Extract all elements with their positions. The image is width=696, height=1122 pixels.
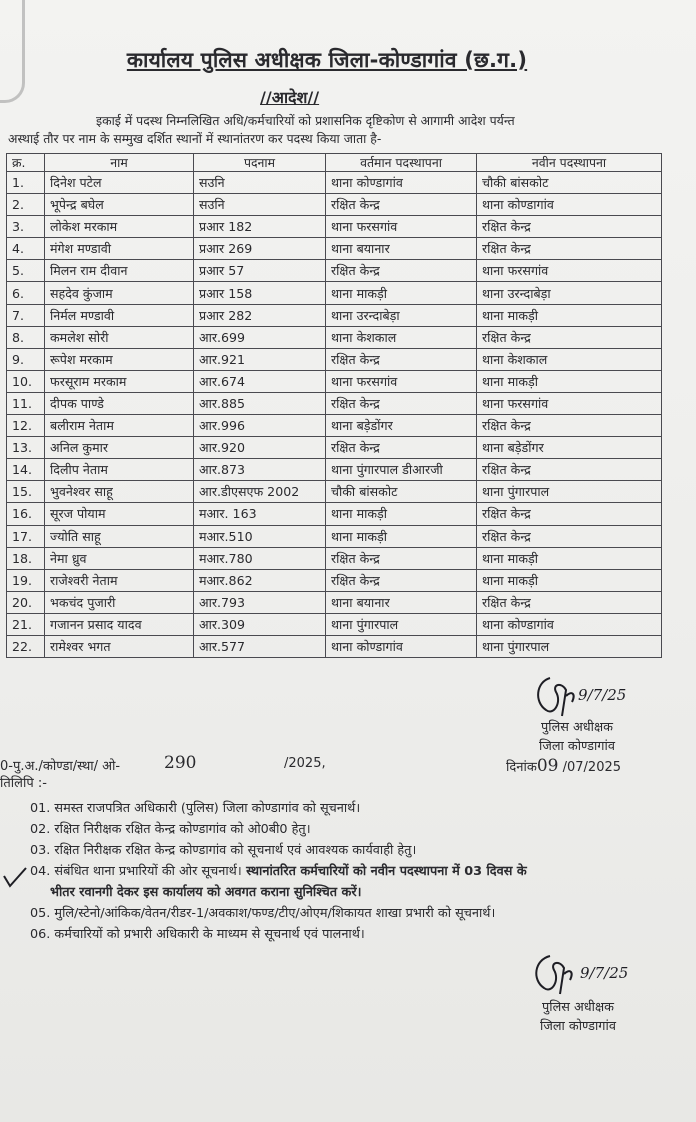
cell-new-posting: थाना कोण्डागांव — [477, 194, 662, 216]
cell-name: राजेश्वरी नेताम — [45, 569, 194, 591]
cell-new-posting: थाना माकड़ी — [477, 569, 662, 591]
cell-new-posting: थाना फरसगांव — [477, 260, 662, 282]
cell-current-posting: रक्षित केन्द्र — [326, 437, 477, 459]
cell-name: दिलीप नेताम — [45, 459, 194, 481]
cell-current-posting: रक्षित केन्द्र — [326, 260, 477, 282]
cell-serial: 4. — [7, 238, 45, 260]
date-label: दिनांक — [506, 760, 537, 775]
signature-block-1 — [512, 718, 642, 756]
table-row — [7, 348, 662, 370]
cell-current-posting: चौकी बांसकोट — [326, 481, 477, 503]
cell-name: रूपेश मरकाम — [45, 348, 194, 370]
cell-designation: आर.996 — [194, 415, 326, 437]
cell-name: दिनेश पटेल — [45, 172, 194, 194]
cell-designation: आर.873 — [194, 459, 326, 481]
distribution-item-4 — [30, 861, 630, 882]
cell-serial: 1. — [7, 172, 45, 194]
cell-designation: आर.920 — [194, 437, 326, 459]
cell-designation: आर.577 — [194, 635, 326, 657]
cell-serial: 19. — [7, 569, 45, 591]
signatory-designation-2: पुलिस अधीक्षक — [542, 1000, 614, 1015]
copy-to-label: तिलिपि :- — [0, 776, 47, 791]
table-row — [7, 591, 662, 613]
order-title: //आदेश// — [260, 88, 320, 107]
cell-serial: 5. — [7, 260, 45, 282]
cell-serial: 17. — [7, 525, 45, 547]
cell-new-posting: थाना माकड़ी — [477, 370, 662, 392]
col-header-name: नाम — [45, 154, 194, 172]
cell-new-posting: थाना बड़ेडोंगर — [477, 437, 662, 459]
table-row — [7, 370, 662, 392]
table-row — [7, 547, 662, 569]
cell-current-posting: थाना पुंगारपाल — [326, 613, 477, 635]
cell-new-posting: रक्षित केन्द्र — [477, 503, 662, 525]
reference-number: 290 — [164, 753, 197, 773]
cell-name: निर्मल मण्डावी — [45, 304, 194, 326]
cell-current-posting: रक्षित केन्द्र — [326, 392, 477, 414]
distribution-item: 01. समस्त राजपत्रित अधिकारी (पुलिस) जिला कोण्डागांव को सूचनार्थ। — [30, 801, 361, 816]
date-rest: /07/2025 — [558, 760, 622, 775]
cell-designation: सउनि — [194, 172, 326, 194]
table-row — [7, 459, 662, 481]
cell-designation: मआर. 163 — [194, 503, 326, 525]
signature-1-date: 9/7/25 — [578, 686, 627, 704]
cell-serial: 18. — [7, 547, 45, 569]
cell-new-posting: थाना कोण्डागांव — [477, 613, 662, 635]
cell-current-posting: थाना केशकाल — [326, 326, 477, 348]
cell-designation: आर.921 — [194, 348, 326, 370]
cell-current-posting: थाना उरन्दाबेड़ा — [326, 304, 477, 326]
cell-name: ज्योति साहू — [45, 525, 194, 547]
table-row — [7, 326, 662, 348]
cell-designation: आर.885 — [194, 392, 326, 414]
distribution-item: 02. रक्षित निरीक्षक रक्षित केन्द्र कोण्डागांव को ओ0बी0 हेतु। — [30, 822, 311, 837]
cell-serial: 9. — [7, 348, 45, 370]
distribution-item: 06. कर्मचारियों को प्रभारी अधिकारी के माध्यम से सूचनार्थ एवं पालनार्थ। — [30, 927, 365, 942]
intro-line-2: अस्थाई तौर पर नाम के सम्मुख दर्शित स्थानों में स्थानांतरण कर पदस्थ किया जाता है- — [8, 131, 382, 146]
cell-new-posting: चौकी बांसकोट — [477, 172, 662, 194]
col-header-designation: पदनाम — [194, 154, 326, 172]
cell-current-posting: थाना कोण्डागांव — [326, 172, 477, 194]
cell-serial: 14. — [7, 459, 45, 481]
cell-designation: आर.793 — [194, 591, 326, 613]
item4-bold-1: स्थानांतरित कर्मचारियों को नवीन पदस्थापना में 03 दिवस के — [241, 864, 527, 879]
cell-new-posting: थाना फरसगांव — [477, 392, 662, 414]
cell-serial: 22. — [7, 635, 45, 657]
cell-current-posting: रक्षित केन्द्र — [326, 348, 477, 370]
date-day: 09 — [536, 756, 559, 776]
cell-name: रामेश्वर भगत — [45, 635, 194, 657]
intro-line-1: इकाई में पदस्थ निम्नलिखित अधि/कर्मचारियों को प्रशासनिक दृष्टिकोण से आगामी आदेश पर्यन्त — [96, 113, 515, 128]
reference-date — [506, 756, 621, 776]
page-curl-shadow — [0, 0, 25, 103]
cell-name: कमलेश सोरी — [45, 326, 194, 348]
item4-bold-2: भीतर रवानगी देकर इस कार्यालय को अवगत कराना सुनिश्चित करें। — [50, 885, 362, 900]
cell-designation: आर.डीएसएफ 2002 — [194, 481, 326, 503]
cell-designation: प्रआर 182 — [194, 216, 326, 238]
cell-current-posting: रक्षित केन्द्र — [326, 569, 477, 591]
cell-designation: प्रआर 158 — [194, 282, 326, 304]
signature-block-2 — [508, 998, 648, 1036]
distribution-item: 05. मुलि/स्टेनो/आंकिक/वेतन/रीडर-1/अवकाश/फण्ड/टीए/ओएम/शिकायत शाखा प्रभारी को सूचनार्थ। — [30, 906, 496, 921]
signatory-district-2: जिला कोण्डागांव — [540, 1019, 616, 1034]
reference-label: 0-पु.अ./कोण्डा/स्था/ ओ- — [0, 759, 121, 774]
cell-current-posting: थाना फरसगांव — [326, 216, 477, 238]
table-row — [7, 613, 662, 635]
cell-serial: 2. — [7, 194, 45, 216]
cell-new-posting: रक्षित केन्द्र — [477, 216, 662, 238]
cell-name: भुवनेश्वर साहू — [45, 481, 194, 503]
cell-current-posting: थाना माकड़ी — [326, 525, 477, 547]
cell-new-posting: थाना केशकाल — [477, 348, 662, 370]
cell-new-posting: रक्षित केन्द्र — [477, 415, 662, 437]
cell-new-posting: रक्षित केन्द्र — [477, 459, 662, 481]
cell-new-posting: थाना माकड़ी — [477, 547, 662, 569]
cell-current-posting: थाना माकड़ी — [326, 282, 477, 304]
cell-current-posting: थाना बयानार — [326, 591, 477, 613]
table-row — [7, 503, 662, 525]
office-title: कार्यालय पुलिस अधीक्षक जिला-कोण्डागांव (छ.ग.) — [126, 48, 528, 72]
cell-serial: 13. — [7, 437, 45, 459]
cell-new-posting: रक्षित केन्द्र — [477, 525, 662, 547]
cell-designation: प्रआर 57 — [194, 260, 326, 282]
cell-designation: मआर.510 — [194, 525, 326, 547]
cell-current-posting: थाना पुंगारपाल डीआरजी — [326, 459, 477, 481]
signature-2 — [528, 952, 668, 996]
reference-year: /2025, — [284, 756, 326, 771]
col-header-current-posting: वर्तमान पदस्थापना — [326, 154, 477, 172]
table-row — [7, 282, 662, 304]
cell-serial: 6. — [7, 282, 45, 304]
table-row — [7, 392, 662, 414]
cell-current-posting: थाना बड़ेडोंगर — [326, 415, 477, 437]
table-row — [7, 216, 662, 238]
table-row — [7, 415, 662, 437]
order-intro — [0, 112, 690, 148]
cell-designation: मआर.780 — [194, 547, 326, 569]
table-row — [7, 238, 662, 260]
cell-name: गजानन प्रसाद यादव — [45, 613, 194, 635]
cell-current-posting: थाना बयानार — [326, 238, 477, 260]
cell-designation: आर.699 — [194, 326, 326, 348]
col-header-serial: क्र. — [7, 154, 45, 172]
table-row — [7, 437, 662, 459]
signature-2-date: 9/7/25 — [580, 964, 629, 982]
cell-name: लोकेश मरकाम — [45, 216, 194, 238]
signatory-designation-1: पुलिस अधीक्षक — [541, 720, 613, 735]
cell-current-posting: थाना फरसगांव — [326, 370, 477, 392]
cell-new-posting: रक्षित केन्द्र — [477, 591, 662, 613]
cell-new-posting: थाना उरन्दाबेड़ा — [477, 282, 662, 304]
cell-serial: 7. — [7, 304, 45, 326]
cell-serial: 10. — [7, 370, 45, 392]
signatory-district-1: जिला कोण्डागांव — [539, 739, 615, 754]
cell-name: मिलन राम दीवान — [45, 260, 194, 282]
cell-designation: सउनि — [194, 194, 326, 216]
table-row — [7, 304, 662, 326]
signature-1 — [532, 672, 662, 720]
cell-name: फरसूराम मरकाम — [45, 370, 194, 392]
cell-name: भकचंद पुजारी — [45, 591, 194, 613]
cell-name: नेमा ध्रुव — [45, 547, 194, 569]
col-header-new-posting: नवीन पदस्थापना — [477, 154, 662, 172]
cell-serial: 15. — [7, 481, 45, 503]
table-row — [7, 525, 662, 547]
cell-designation: मआर.862 — [194, 569, 326, 591]
cell-name: अनिल कुमार — [45, 437, 194, 459]
cell-designation: आर.674 — [194, 370, 326, 392]
cell-designation: प्रआर 282 — [194, 304, 326, 326]
table-row — [7, 260, 662, 282]
cell-new-posting: थाना पुंगारपाल — [477, 481, 662, 503]
transfer-table — [6, 153, 662, 658]
cell-current-posting: रक्षित केन्द्र — [326, 547, 477, 569]
cell-current-posting: थाना माकड़ी — [326, 503, 477, 525]
cell-serial: 21. — [7, 613, 45, 635]
cell-serial: 20. — [7, 591, 45, 613]
cell-new-posting: रक्षित केन्द्र — [477, 238, 662, 260]
cell-new-posting: थाना माकड़ी — [477, 304, 662, 326]
cell-current-posting: थाना कोण्डागांव — [326, 635, 477, 657]
cell-designation: प्रआर 269 — [194, 238, 326, 260]
table-row — [7, 194, 662, 216]
cell-new-posting: थाना पुंगारपाल — [477, 635, 662, 657]
cell-serial: 8. — [7, 326, 45, 348]
table-row — [7, 635, 662, 657]
table-row — [7, 172, 662, 194]
cell-new-posting: रक्षित केन्द्र — [477, 326, 662, 348]
cell-name: बलीराम नेताम — [45, 415, 194, 437]
table-body — [7, 172, 662, 658]
cell-serial: 16. — [7, 503, 45, 525]
cell-designation: आर.309 — [194, 613, 326, 635]
table-row — [7, 481, 662, 503]
cell-name: सहदेव कुंजाम — [45, 282, 194, 304]
cell-serial: 3. — [7, 216, 45, 238]
cell-name: भूपेन्द्र बघेल — [45, 194, 194, 216]
table-header-row — [7, 154, 662, 172]
distribution-list — [30, 798, 630, 945]
item4-start: 04. संबंधित थाना प्रभारियों की ओर सूचनार्थ। — [30, 864, 242, 879]
check-mark-icon — [2, 866, 28, 888]
cell-serial: 12. — [7, 415, 45, 437]
cell-name: सूरज पोयाम — [45, 503, 194, 525]
table-row — [7, 569, 662, 591]
cell-name: मंगेश मण्डावी — [45, 238, 194, 260]
distribution-item: 03. रक्षित निरीक्षक रक्षित केन्द्र कोण्डागांव को सूचनार्थ एवं आवश्यक कार्यवाही हेतु। — [30, 843, 417, 858]
cell-serial: 11. — [7, 392, 45, 414]
cell-current-posting: रक्षित केन्द्र — [326, 194, 477, 216]
cell-name: दीपक पाण्डे — [45, 392, 194, 414]
